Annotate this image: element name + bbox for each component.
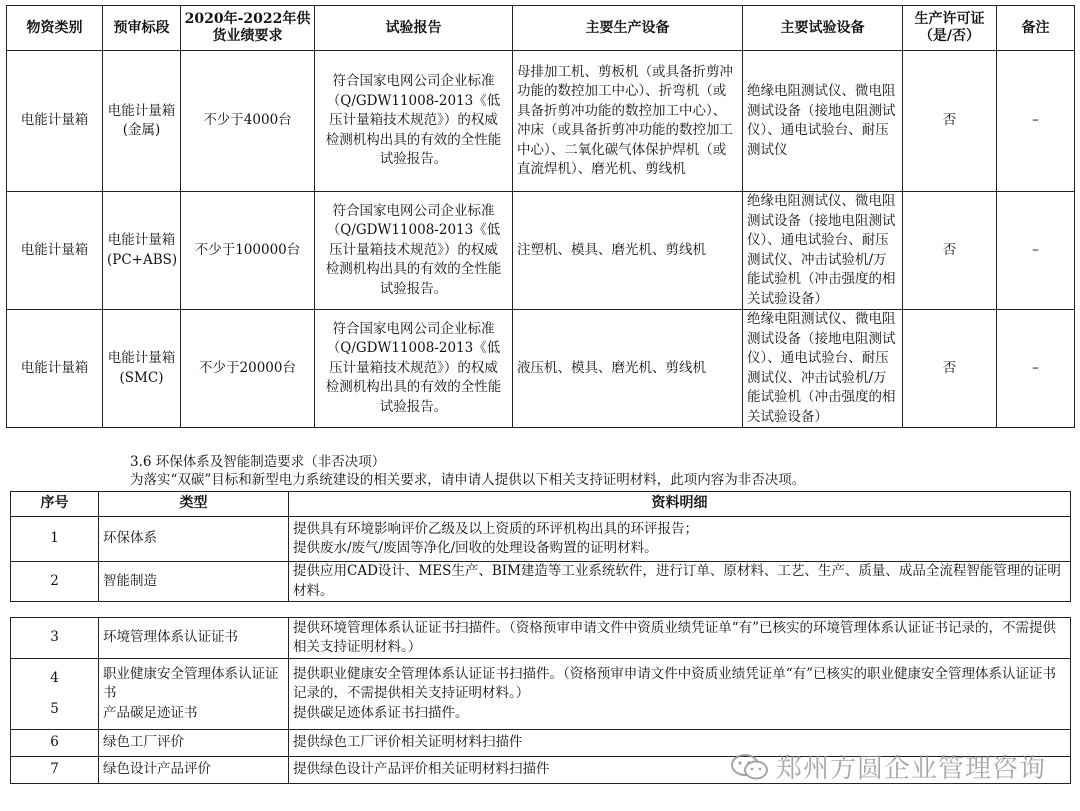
table-row — [7, 192, 1075, 310]
detail-line: 提供职业健康安全管理体系认证证书扫描件。（资格预审申请文件中资质业绩凭证单“有”已核实的职业健康安全管理体系认证证书记录的，不需提供相关支持证明材料。） — [293, 665, 1057, 702]
detail-line: 提供废水/废气/废固等净化/回收的处理设备购置的证明材料。 — [293, 540, 658, 556]
table-row — [11, 562, 1071, 602]
row-number: 5 — [50, 701, 59, 717]
cell-detail: 提供绿色设计产品评价相关证明材料扫描件 — [289, 757, 1071, 784]
cell-type: 环境管理体系认证证书 — [99, 618, 289, 659]
cell-type: 智能制造 — [99, 562, 289, 602]
cell-no: 1 — [11, 517, 99, 562]
cell-production-equipment: 液压机、模具、磨光机、剪线机 — [513, 310, 743, 428]
cell-section: 电能计量箱(SMC) — [103, 310, 181, 428]
cell-test-report: 符合国家电网公司企业标准（Q/GDW11008-2013《低压计量箱技术规范》）的权威检测机构出具的有效的全性能试验报告。 — [315, 192, 513, 310]
cell-license: 否 — [903, 192, 997, 310]
cell-no: 6 — [11, 730, 99, 757]
cell-type: 环保体系 — [99, 517, 289, 562]
header-license: 生产许可证（是/否） — [903, 6, 997, 51]
table-header-row — [11, 492, 1071, 517]
cell-detail — [289, 659, 1071, 730]
cell-production-equipment: 注塑机、模具、磨光机、剪线机 — [513, 192, 743, 310]
cell-performance: 不少于20000台 — [181, 310, 315, 428]
header-section: 预审标段 — [103, 6, 181, 51]
cell-test-report: 符合国家电网公司企业标准（Q/GDW11008-2013《低压计量箱技术规范》）的权威检测机构出具的有效的全性能试验报告。 — [315, 51, 513, 192]
type-label: 产品碳足迹证书 — [103, 704, 198, 721]
cell-section: 电能计量箱(PC+ABS) — [103, 192, 181, 310]
table-row — [11, 659, 1071, 730]
cell-test-equipment: 绝缘电阻测试仪、微电阻测试设备（接地电阻测试仪）、通电试验台、耐压测试仪、冲击试验机/万能试验机（冲击强度的相关试验设备） — [743, 310, 903, 428]
table-row — [11, 517, 1071, 562]
cell-license: 否 — [903, 310, 997, 428]
detail-line: 提供具有环境影响评价乙级及以上资质的环评机构出具的环评报告； — [293, 520, 698, 537]
header-performance: 2020年-2022年供货业绩要求 — [181, 6, 315, 51]
cell-detail: 提供绿色工厂评价相关证明材料扫描件 — [289, 730, 1071, 757]
cell-note: – — [997, 310, 1075, 428]
row-number: 4 — [50, 669, 59, 686]
cell-category: 电能计量箱 — [7, 51, 103, 192]
cell-type — [99, 659, 289, 730]
cell-no: 3 — [11, 618, 99, 659]
supply-requirements-table — [6, 5, 1075, 428]
cell-detail: 提供应用CAD设计、MES生产、BIM建造等工业系统软件，进行订单、原材料、工艺、生产、质量、成品全流程智能管理的证明材料。 — [289, 562, 1071, 602]
header-production-equipment: 主要生产设备 — [513, 6, 743, 51]
type-label: 职业健康安全管理体系认证证书 — [103, 665, 279, 702]
cell-type: 绿色设计产品评价 — [99, 757, 289, 784]
cell-note: – — [997, 192, 1075, 310]
table-row — [7, 310, 1075, 428]
header-test-report: 试验报告 — [315, 6, 513, 51]
cell-production-equipment: 母排加工机、剪板机（或具备折剪冲功能的数控加工中心）、折弯机（或具备折剪冲功能的数控加工中心）、冲床（或具备折剪冲功能的数控加工中心）、二氧化碳气体保护焊机（或直流焊机）、磨光机、剪线机 — [513, 51, 743, 192]
cell-license: 否 — [903, 51, 997, 192]
cell-test-equipment: 绝缘电阻测试仪、微电阻测试设备（接地电阻测试仪）、通电试验台、耐压测试仪 — [743, 51, 903, 192]
header-note: 备注 — [997, 6, 1075, 51]
header-type: 类型 — [99, 492, 289, 517]
watermark — [730, 748, 1046, 785]
cell-category: 电能计量箱 — [7, 192, 103, 310]
wechat-icon — [730, 752, 770, 782]
section-heading: 3.6 环保体系及智能制造要求（非否决项） — [130, 454, 386, 470]
watermark-text: 郑州方圆企业管理咨询 — [776, 754, 1047, 784]
detail-line: 提供碳足迹体系证书扫描件。 — [293, 704, 469, 721]
cell-no: 7 — [11, 757, 99, 784]
section-intro: 为落实“双碳”目标和新型电力系统建设的相关要求，请申请人提供以下相关支持证明材料，此项内容为非否决项。 — [130, 472, 806, 488]
header-test-equipment: 主要试验设备 — [743, 6, 903, 51]
cell-section: 电能计量箱(金属) — [103, 51, 181, 192]
cell-detail — [289, 517, 1071, 562]
table-header-row — [7, 6, 1075, 51]
header-detail: 资料明细 — [289, 492, 1071, 517]
table-row — [7, 51, 1075, 192]
cell-type: 绿色工厂评价 — [99, 730, 289, 757]
cell-no: 2 — [11, 562, 99, 602]
header-category: 物资类别 — [7, 6, 103, 51]
env-system-table — [10, 491, 1071, 602]
table-row — [11, 618, 1071, 659]
cell-note: – — [997, 51, 1075, 192]
cell-detail: 提供环境管理体系认证证书扫描件。（资格预审申请文件中资质业绩凭证单“有”已核实的环境管理体系认证证书记录的，不需提供相关支持证明材料。） — [289, 618, 1071, 659]
cell-performance: 不少于4000台 — [181, 51, 315, 192]
cell-performance: 不少于100000台 — [181, 192, 315, 310]
cell-category: 电能计量箱 — [7, 310, 103, 428]
header-no: 序号 — [11, 492, 99, 517]
cell-test-report: 符合国家电网公司企业标准（Q/GDW11008-2013《低压计量箱技术规范》）的权威检测机构出具的有效的全性能试验报告。 — [315, 310, 513, 428]
cell-no — [11, 659, 99, 730]
cell-test-equipment: 绝缘电阻测试仪、微电阻测试设备（接地电阻测试仪）、通电试验台、耐压测试仪、冲击试验机/万能试验机（冲击强度的相关试验设备） — [743, 192, 903, 310]
